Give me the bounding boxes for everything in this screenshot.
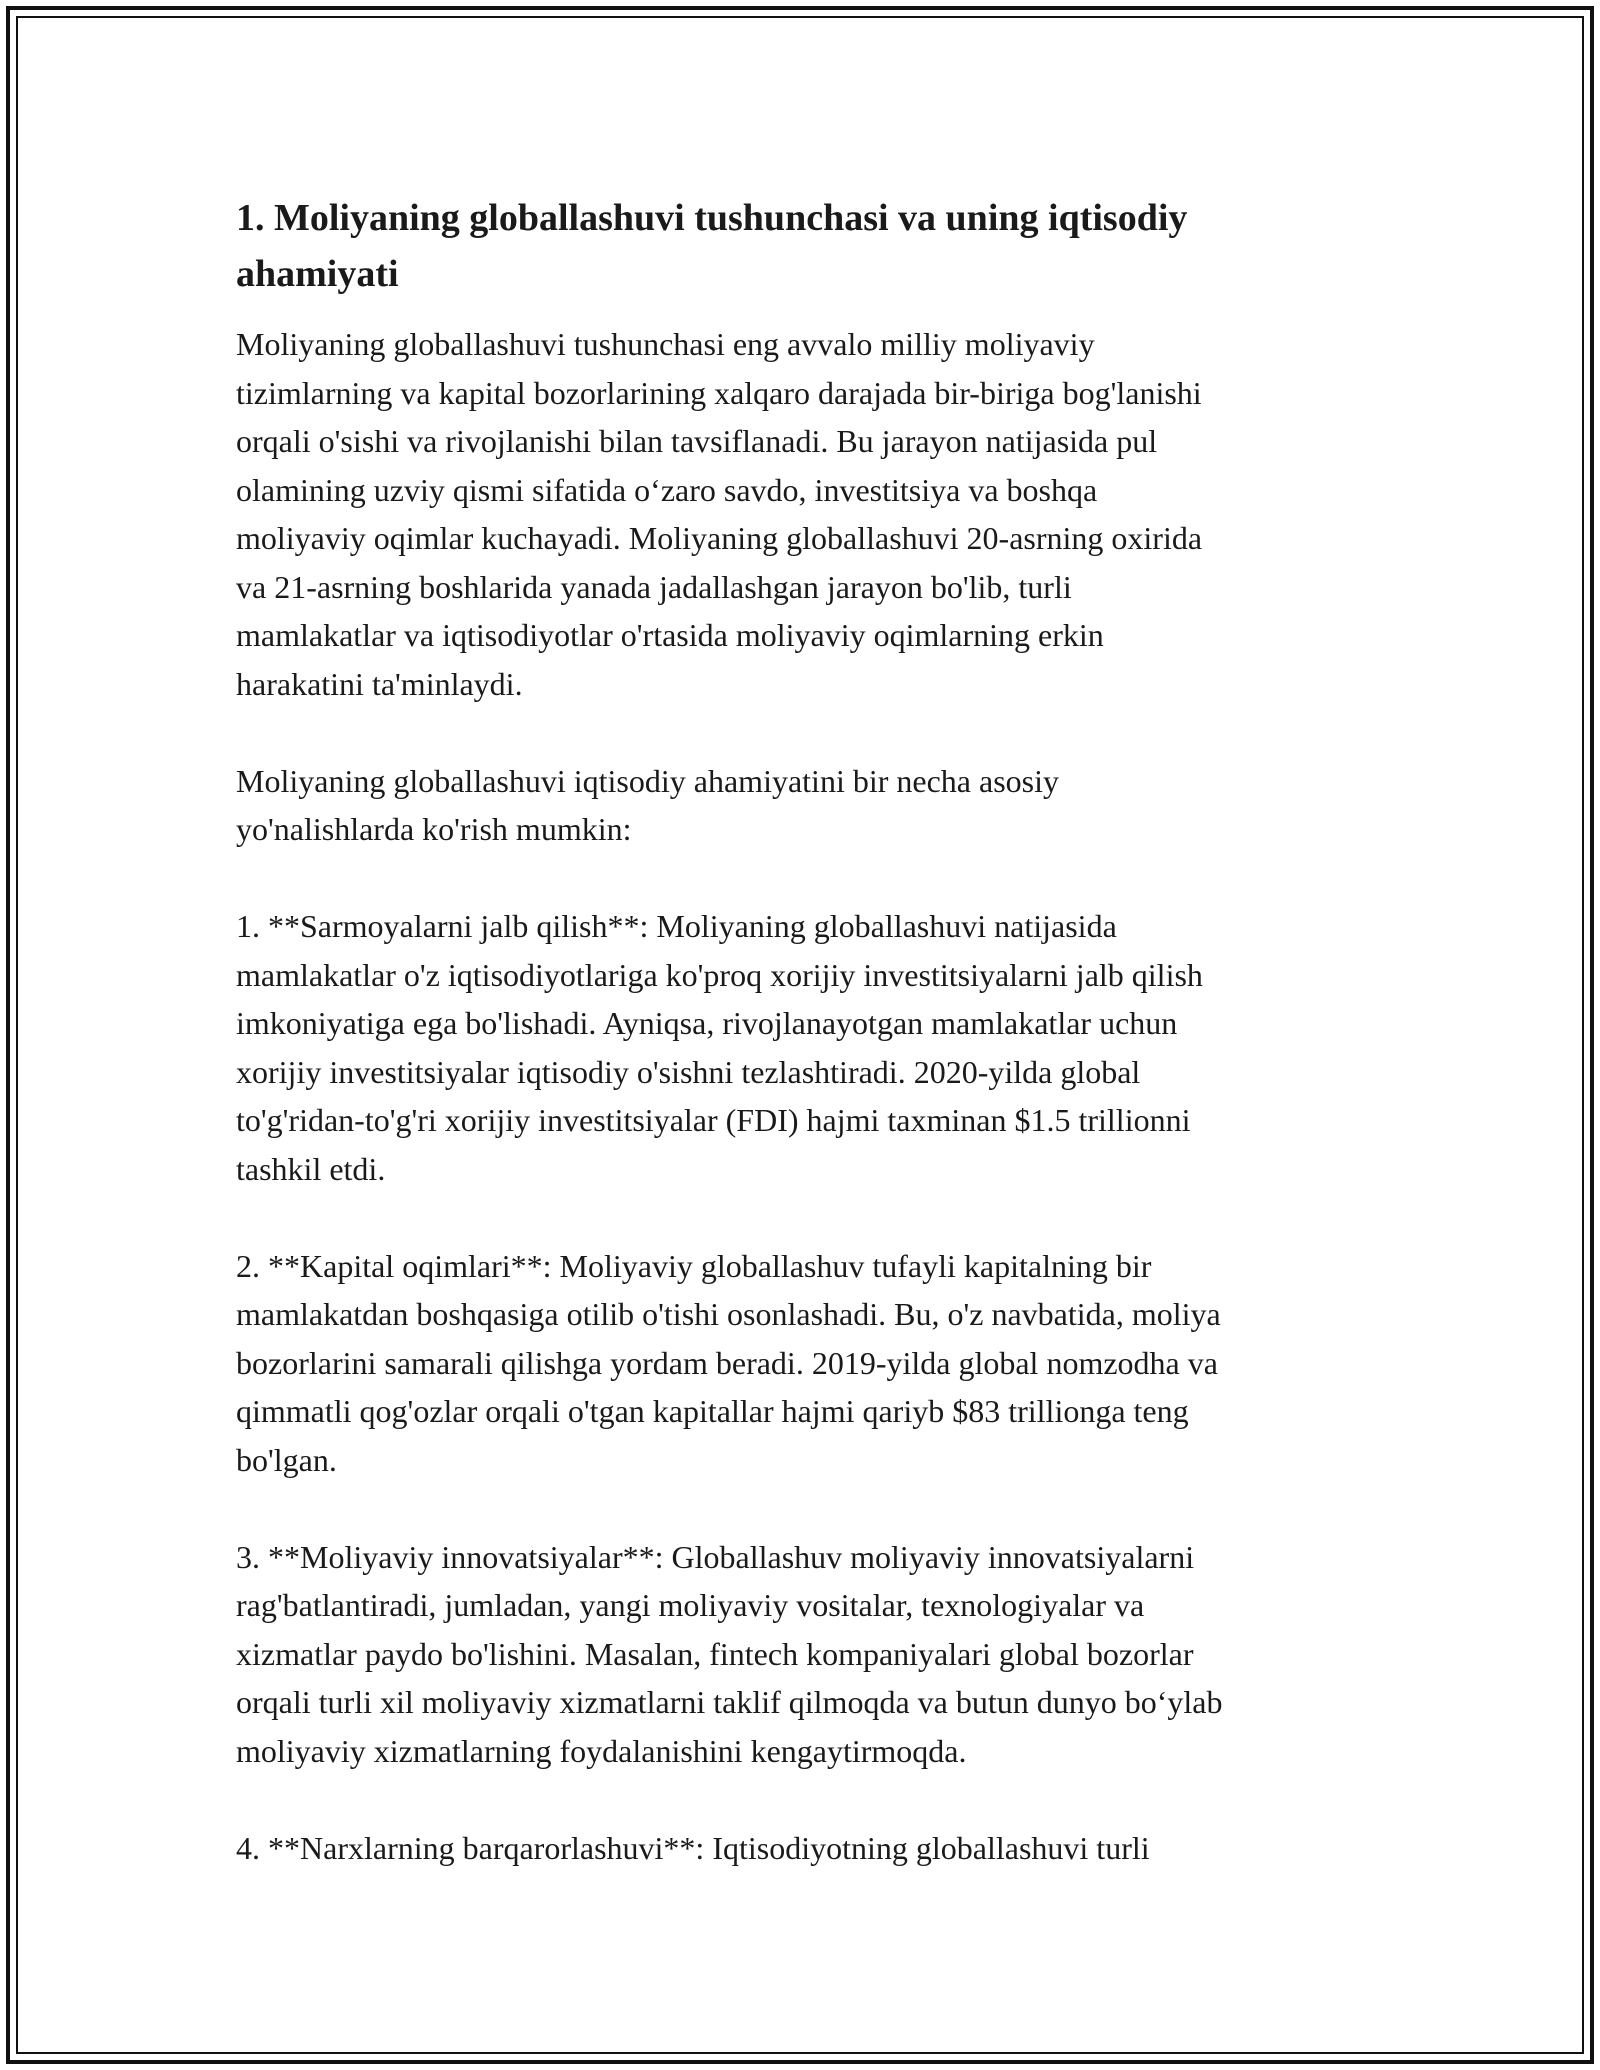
text-line: imkoniyatiga ega bo'lishadi. Ayniqsa, rivojlanayotgan mamlakatlar uchun xyxy=(236,1005,1178,1041)
paragraph-point-2 xyxy=(236,1242,1386,1485)
text-line: mamlakatdan boshqasiga otilib o'tishi osonlashadi. Bu, o'z navbatida, moliya xyxy=(236,1296,1221,1332)
text-line: orqali o'sishi va rivojlanishi bilan tavsiflanadi. Bu jarayon natijasida pul xyxy=(236,423,1158,459)
section-title xyxy=(236,190,1386,302)
text-line: 3. **Moliyaviy innovatsiyalar**: Globallashuv moliyaviy innovatsiyalarni xyxy=(236,1538,1195,1575)
text-line: mamlakatlar o'z iqtisodiyotlariga ko'proq xorijiy investitsiyalarni jalb qilish xyxy=(236,956,1203,993)
text-line: yo'nalishlarda ko'rish mumkin: xyxy=(236,811,632,847)
text-line: bozorlarini samarali qilishga yordam beradi. 2019-yilda global nomzodha va xyxy=(236,1344,1218,1381)
paragraph-point-4 xyxy=(236,1824,1386,1873)
title-line: ahamiyati xyxy=(236,253,399,295)
text-line: Moliyaning globallashuvi tushunchasi eng avvalo milliy moliyaviy xyxy=(236,326,1095,362)
text-line: xorijiy investitsiyalar iqtisodiy o'sishni tezlashtiradi. 2020-yilda global xyxy=(236,1053,1141,1090)
text-line: orqali turli xil moliyaviy xizmatlarni taklif qilmoqda va butun dunyo bo‘ylab xyxy=(236,1684,1223,1720)
text-line: va 21-asrning boshlarida yanada jadallashgan jarayon bo'lib, turli xyxy=(236,568,1072,605)
text-line: bo'lgan. xyxy=(236,1441,337,1478)
title-line: 1. Moliyaning globallashuvi tushunchasi va uning iqtisodiy xyxy=(236,197,1188,239)
text-line: tizimlarning va kapital bozorlarining xalqaro darajada bir-biriga bog'lanishi xyxy=(236,374,1202,411)
text-line: moliyaviy oqimlar kuchayadi. Moliyaning globallashuvi 20-asrning oxirida xyxy=(236,520,1203,556)
text-line: rag'batlantiradi, jumladan, yangi moliyaviy vositalar, texnologiyalar va xyxy=(236,1587,1145,1623)
document-body xyxy=(236,190,1386,1921)
text-line: Moliyaning globallashuvi iqtisodiy ahamiyatini bir necha asosiy xyxy=(236,762,1059,799)
text-line: mamlakatlar va iqtisodiyotlar o'rtasida moliyaviy oqimlarning erkin xyxy=(236,617,1104,653)
paragraph-directions xyxy=(236,757,1386,854)
text-line: 1. **Sarmoyalarni jalb qilish**: Moliyaning globallashuvi natijasida xyxy=(236,908,1117,944)
text-line: qimmatli qog'ozlar orqali o'tgan kapitallar hajmi qariyb $83 trillionga teng xyxy=(236,1393,1189,1429)
text-line: harakatini ta'minlaydi. xyxy=(236,665,523,702)
text-line: xizmatlar paydo bo'lishini. Masalan, fintech kompaniyalari global bozorlar xyxy=(236,1635,1194,1672)
text-line: 4. **Narxlarning barqarorlashuvi**: Iqtisodiyotning globallashuvi turli xyxy=(236,1829,1150,1866)
paragraph-point-1 xyxy=(236,902,1386,1193)
text-line: tashkil etdi. xyxy=(236,1150,386,1187)
text-line: to'g'ridan-to'g'ri xorijiy investitsiyalar (FDI) hajmi taxminan $1.5 trillionni xyxy=(236,1102,1191,1138)
paragraph-intro xyxy=(236,320,1386,708)
paragraph-point-3 xyxy=(236,1533,1386,1776)
text-line: moliyaviy xizmatlarning foydalanishini kengaytirmoqda. xyxy=(236,1732,967,1769)
text-line: 2. **Kapital oqimlari**: Moliyaviy globallashuv tufayli kapitalning bir xyxy=(236,1247,1152,1284)
text-line: olamining uzviy qismi sifatida o‘zaro savdo, investitsiya va boshqa xyxy=(236,471,1098,508)
